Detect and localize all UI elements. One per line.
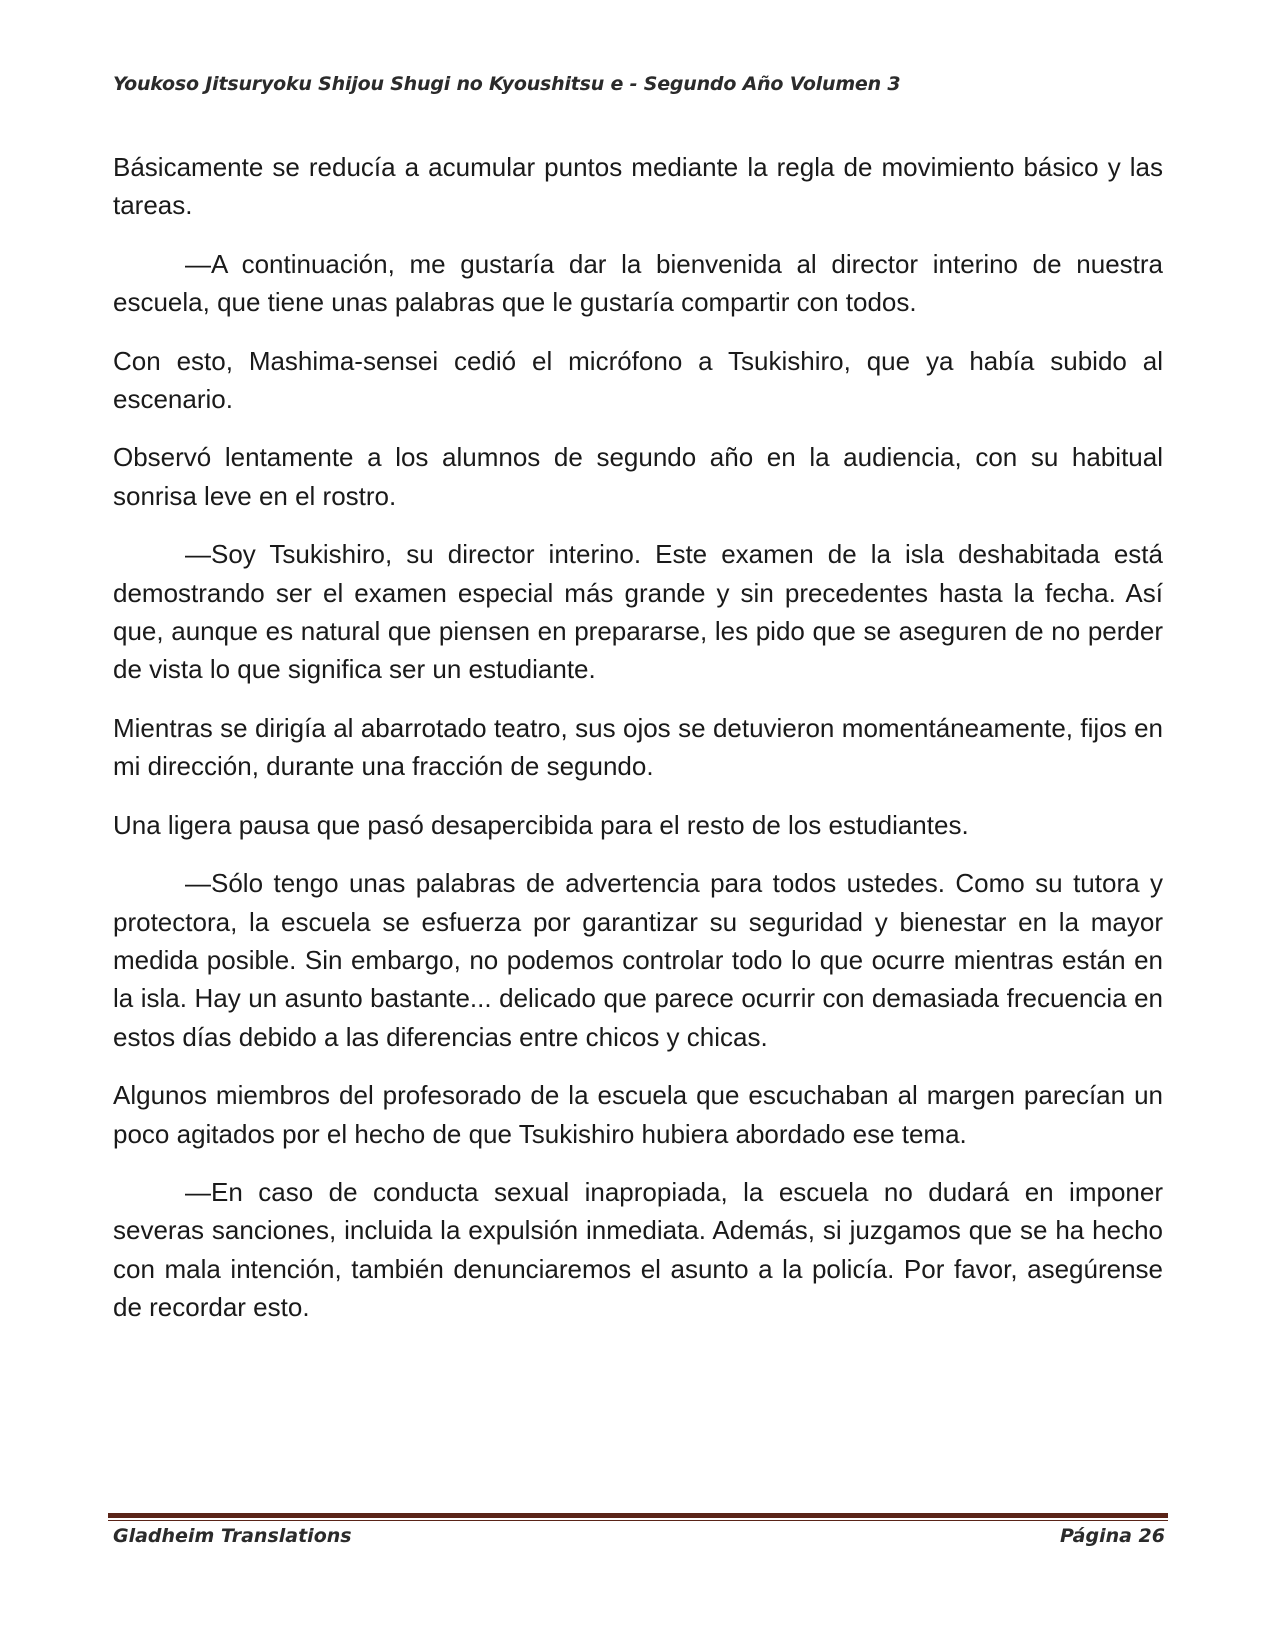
running-header: Youkoso Jitsuryoku Shijou Shugi no Kyoushitsu e - Segundo Año Volumen 3: [113, 73, 901, 95]
paragraph-5-dialogue: —Soy Tsukishiro, su director interino. Este examen de la isla deshabitada está demostrando ser el examen especial más grande y sin precedentes hasta la fecha. Así que, aunque es natural que piensen en prepararse, les pido que se aseguren de no perder de vista lo que significa ser un estudiante.: [113, 539, 1163, 685]
footer-credit: Gladheim Translations: [113, 1525, 352, 1547]
paragraph-3: Con esto, Mashima-sensei cedió el micrófono a Tsukishiro, que ya había subido al escenario.: [113, 345, 1163, 415]
paragraph-8-dialogue: —Sólo tengo unas palabras de advertencia para todos ustedes. Como su tutora y protectora, la escuela se esfuerza por garantizar su seguridad y bienestar en la mayor medida posible. Sin embargo, no podemos controlar todo lo que ocurre mientras están en la isla. Hay un asunto bastante... delicado que parece ocurrir con demasiada frecuencia en estos días debido a las diferencias entre chicos y chicas.: [113, 868, 1163, 1052]
paragraph-9: Algunos miembros del profesorado de la escuela que escuchaban al margen parecían un poco agitados por el hecho de que Tsukishiro hubiera abordado ese tema.: [113, 1080, 1163, 1149]
footer-divider-thin: [108, 1520, 1168, 1521]
paragraph-1: Básicamente se reducía a acumular puntos mediante la regla de movimiento básico y las tareas.: [113, 152, 1163, 221]
page-body: [113, 148, 1163, 1347]
page-number: Página 26: [1059, 1525, 1165, 1547]
footer-divider: [108, 1513, 1168, 1522]
paragraph-7: Una ligera pausa que pasó desapercibida para el resto de los estudiantes.: [113, 809, 969, 840]
paragraph-2-dialogue: —A continuación, me gustaría dar la bienvenida al director interino de nuestra escuela, que tiene unas palabras que le gustaría compartir con todos.: [113, 248, 1163, 318]
paragraph-6: Mientras se dirigía al abarrotado teatro, sus ojos se detuvieron momentáneamente, fijos en mi dirección, durante una fracción de segundo.: [113, 712, 1163, 782]
paragraph-4: Observó lentamente a los alumnos de segundo año en la audiencia, con su habitual sonrisa leve en el rostro.: [113, 442, 1163, 511]
footer-divider-thick: [108, 1513, 1168, 1518]
paragraph-10-dialogue: —En caso de conducta sexual inapropiada, la escuela no dudará en imponer severas sanciones, incluida la expulsión inmediata. Además, si juzgamos que se ha hecho con mala intención, también denunciaremos el asunto a la policía. Por favor, asegúrense de recordar esto.: [113, 1176, 1163, 1323]
